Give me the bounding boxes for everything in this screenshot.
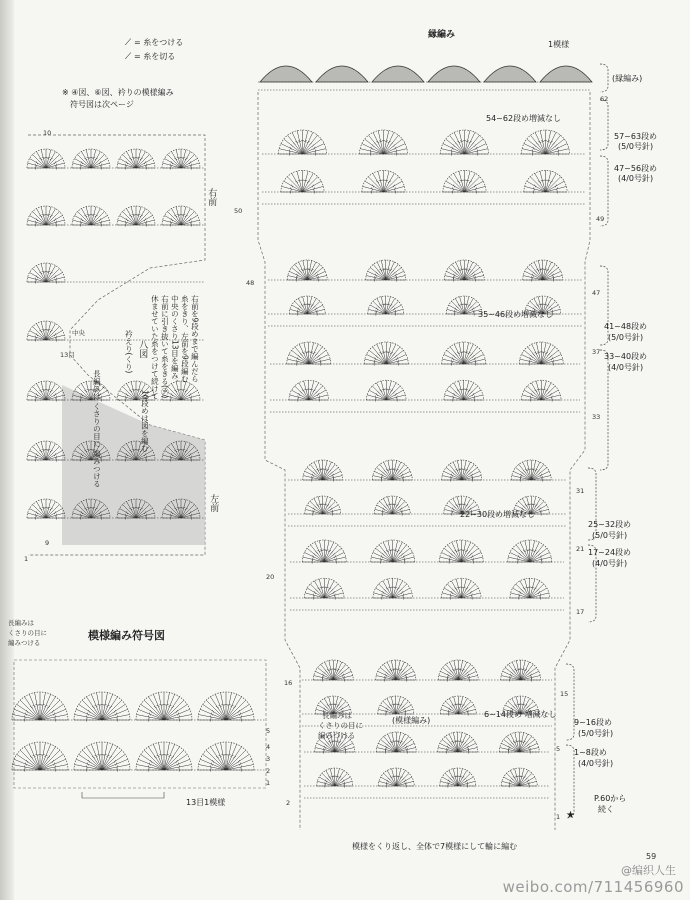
edging-title: 縁編み	[428, 30, 456, 40]
band-2-fan-upper-3	[523, 260, 563, 282]
collar-row-1: 1	[24, 555, 29, 563]
band-5-fan-lower-1	[373, 578, 413, 599]
band-2-fan-lower-2	[446, 296, 482, 316]
collar-fan-2-0	[27, 263, 65, 284]
bracket-41-48	[600, 266, 608, 345]
collar-fan-3-0	[27, 321, 65, 342]
band-4-fan-upper-2	[442, 460, 482, 482]
band-3-fan-upper-0	[287, 342, 331, 366]
row-marker-62: 62	[600, 95, 609, 103]
rows-25-32: 25~32段め	[588, 520, 632, 529]
segment-note-3: 22~30段め増減なし	[460, 510, 536, 519]
legend-cut: ⟋ = 糸を切る	[122, 52, 175, 62]
band-top-fan-upper-0	[279, 130, 327, 156]
pattern-key-repeat: 13目1模様	[186, 798, 226, 807]
band-4-fan-lower-0	[305, 496, 341, 516]
collar-figure-label: 八図	[137, 340, 148, 358]
band-5-fan-lower-2	[441, 578, 481, 599]
row-marker-1: 1	[556, 813, 561, 821]
band-7-fan-upper-3	[499, 732, 539, 754]
key-fan-1-2	[136, 742, 192, 772]
band-2-fan-lower-1	[368, 296, 404, 316]
needle-57-63: (5/0号針)	[618, 142, 654, 151]
collar-instruction-5: 休ませていた糸をつけて続けて	[150, 295, 160, 400]
edging-scallop	[484, 66, 536, 82]
band-5-fan-upper-3	[508, 540, 552, 564]
main-join-note-1: 長編みは	[322, 711, 352, 720]
edging-scallop	[316, 66, 368, 82]
band-5-fan-upper-0	[302, 540, 346, 564]
attach-yarn-icon: ⟋	[124, 38, 132, 48]
bracket-25-32	[588, 468, 596, 540]
key-row-3: 3	[266, 755, 271, 763]
band-top-fan-lower-1	[362, 170, 405, 193]
collar-instruction-4: 右前に引き抜いて糸をきる(㋐)	[160, 295, 170, 399]
main-left-guide	[258, 92, 300, 830]
band-3-fan-lower-2	[444, 380, 484, 401]
edging-scallop	[540, 66, 592, 82]
collar-stitch-count: 13目	[60, 351, 75, 359]
collar-fan-0-2	[117, 149, 155, 170]
band-7-fan-upper-2	[438, 732, 478, 754]
band-2-fan-upper-1	[366, 260, 406, 282]
key-repeat-bracket	[82, 792, 164, 798]
key-fan-0-2	[136, 692, 192, 722]
collar-fan-1-2	[117, 206, 155, 227]
band-3-fan-lower-1	[366, 380, 406, 401]
band-4-fan-upper-1	[372, 460, 412, 482]
page-number: 59	[646, 852, 657, 861]
pattern-key-note-1: 長編みは	[8, 619, 34, 627]
rows-47-56: 47~56段め	[614, 164, 658, 173]
row-marker-15: 15	[560, 690, 569, 698]
key-fan-1-0	[12, 742, 68, 772]
band-5-fan-lower-3	[510, 578, 550, 599]
row-marker-49: 49	[596, 215, 605, 223]
band-6-fan-upper-3	[501, 660, 541, 682]
watermark-url: weibo.com/711456960	[502, 878, 684, 896]
collar-instruction-2: 糸をきり、左前を9段編む	[180, 295, 190, 383]
key-row-1: 1	[266, 779, 271, 787]
continue-note-2: 続く	[598, 805, 614, 814]
band-5-fan-lower-0	[304, 578, 344, 599]
rows-33-40: 33~40段め	[604, 352, 648, 361]
collar-row-10: 10	[43, 129, 52, 137]
pattern-key-note-2: くさりの目に	[8, 629, 47, 637]
key-fan-0-3	[198, 692, 254, 722]
band-7-fan-lower-1	[378, 768, 414, 788]
band-3-fan-upper-3	[519, 342, 563, 366]
needle-33-40: (4/0号針)	[608, 363, 644, 372]
needle-17-24: (4/0号針)	[592, 559, 628, 568]
start-star-icon: ★	[566, 810, 575, 821]
pattern-key-title: 模様編み符号図	[88, 629, 165, 642]
collar-center-label: 中央	[72, 329, 85, 337]
row-marker-33: 33	[592, 413, 601, 421]
band-6-fan-lower-1	[378, 696, 414, 716]
collar-join-note: 長編みは くさりの目に 編みつける	[92, 370, 102, 488]
band-2-fan-upper-2	[444, 260, 484, 282]
cut-yarn-icon: ⟋	[124, 52, 132, 62]
collar-fan-1-1	[72, 206, 110, 227]
pattern-key-note-3: 編みつける	[8, 639, 41, 647]
collar-shaded-left-front	[62, 385, 205, 545]
collar-row-9: 9	[45, 539, 50, 547]
key-fan-1-1	[74, 742, 130, 772]
rows-41-48: 41~48段め	[604, 322, 648, 331]
band-top-fan-lower-2	[443, 170, 486, 193]
right-front-label: 右前	[206, 188, 217, 206]
row-marker-50: 50	[234, 207, 243, 215]
edging-scallop	[428, 66, 480, 82]
rows-57-63: 57~63段め	[614, 132, 658, 141]
collar-fan-1-0	[27, 206, 65, 227]
band-7-fan-upper-1	[376, 732, 416, 754]
bracket-9-16	[566, 664, 574, 740]
collar-instruction-1: 右前を9段めまで編んだら	[190, 295, 200, 383]
collar-fan-4-0	[27, 381, 65, 402]
band-2-fan-upper-0	[287, 260, 327, 282]
row-marker-16: 16	[284, 679, 293, 687]
key-fan-1-3	[198, 742, 254, 772]
bracket-1-8	[566, 745, 574, 818]
band-2-fan-lower-0	[289, 296, 325, 316]
row-marker-37: 37	[592, 348, 601, 356]
band-top-fan-upper-1	[360, 130, 408, 156]
row-marker-48: 48	[246, 279, 255, 287]
collar-instruction-6: 10段めは図を編む	[140, 390, 150, 453]
band-6-fan-upper-0	[313, 660, 353, 682]
band-6-fan-lower-2	[440, 696, 476, 716]
legend-note-2: 符号図は次ページ	[70, 100, 134, 109]
row-marker-47: 47	[592, 289, 601, 297]
band-top-fan-upper-2	[441, 130, 489, 156]
key-row-2: 2	[266, 767, 271, 775]
band-top-fan-upper-3	[522, 130, 570, 156]
legend-note-1: ※ ④図、⑥図、衿りの模様編み	[62, 88, 174, 97]
row-marker-5: 5	[556, 745, 561, 753]
band-7-fan-lower-2	[440, 768, 476, 788]
collar-fan-6-0	[27, 499, 65, 520]
bracket-33-40	[600, 350, 608, 470]
needle-41-48: (5/0号針)	[608, 333, 644, 342]
band-7-fan-lower-3	[501, 768, 537, 788]
row-marker-20: 20	[266, 573, 275, 581]
needle-9-16: (5/0号針)	[578, 729, 614, 738]
needle-47-56: (4/0号針)	[618, 174, 654, 183]
band-top-fan-lower-3	[524, 170, 567, 193]
segment-note-1: 54~62段め増減なし	[486, 114, 562, 123]
rows-1-8: 1~8段め	[574, 748, 607, 757]
rows-17-24: 17~24段め	[588, 548, 632, 557]
collar-fan-0-3	[162, 149, 200, 170]
band-5-fan-upper-2	[439, 540, 483, 564]
key-row-5: 5	[266, 727, 271, 735]
needle-25-32: (5/0号針)	[592, 531, 628, 540]
key-row-4: 4	[266, 743, 271, 751]
continue-note-1: P.60から	[594, 794, 627, 803]
band-top-fan-lower-0	[281, 170, 324, 193]
collar-fan-0-1	[72, 149, 110, 170]
band-3-fan-lower-0	[289, 380, 329, 401]
segment-note-4: 6~14段め 増減なし	[484, 710, 557, 719]
band-4-fan-upper-3	[511, 460, 551, 482]
bottom-note: 模様をくり返し、全体で7模様にして輪に編む	[352, 842, 518, 851]
key-fan-0-0	[12, 692, 68, 722]
bracket-edging	[600, 64, 608, 92]
collar-instruction-3: 中央のくさり13目を編み、	[170, 295, 180, 388]
band-6-fan-upper-2	[438, 660, 478, 682]
band-3-fan-upper-1	[364, 342, 408, 366]
row-marker-31: 31	[576, 487, 585, 495]
collar-fan-1-3	[162, 206, 200, 227]
legend-attach: ⟋ = 糸をつける	[122, 38, 183, 48]
needle-1-8: (4/0号針)	[578, 759, 614, 768]
left-front-label: 左前	[208, 494, 219, 512]
collar-fan-0-0	[27, 149, 65, 170]
pattern-label: (模様編み)	[392, 716, 431, 725]
collar-fan-5-0	[27, 441, 65, 462]
bracket-57-63	[600, 100, 608, 150]
row-marker-2: 2	[286, 799, 291, 807]
row-marker-21: 21	[576, 545, 585, 553]
band-3-fan-upper-2	[442, 342, 486, 366]
rows-9-16: 9~16段め	[574, 718, 612, 727]
main-join-note-2: くさりの目に	[318, 721, 363, 730]
segment-note-2: 35~46段め増減なし	[478, 310, 554, 319]
watermark-handle: @编织人生	[621, 864, 676, 877]
edging-scallop	[260, 66, 312, 82]
band-6-fan-upper-1	[376, 660, 416, 682]
band-5-fan-upper-1	[371, 540, 415, 564]
band-7-fan-lower-0	[317, 768, 353, 788]
edging-scallop	[372, 66, 424, 82]
band-4-fan-lower-1	[374, 496, 410, 516]
key-fan-0-1	[74, 692, 130, 722]
band-4-fan-upper-0	[303, 460, 343, 482]
collar-figure-title: 衿えり(くり)	[124, 330, 134, 374]
one-repeat-label: 1模様	[548, 40, 570, 49]
row-marker-17: 17	[576, 608, 585, 616]
edging-label: (縁編み)	[612, 74, 643, 83]
band-3-fan-lower-3	[521, 380, 561, 401]
main-join-note-3: 編みつける	[318, 731, 356, 740]
